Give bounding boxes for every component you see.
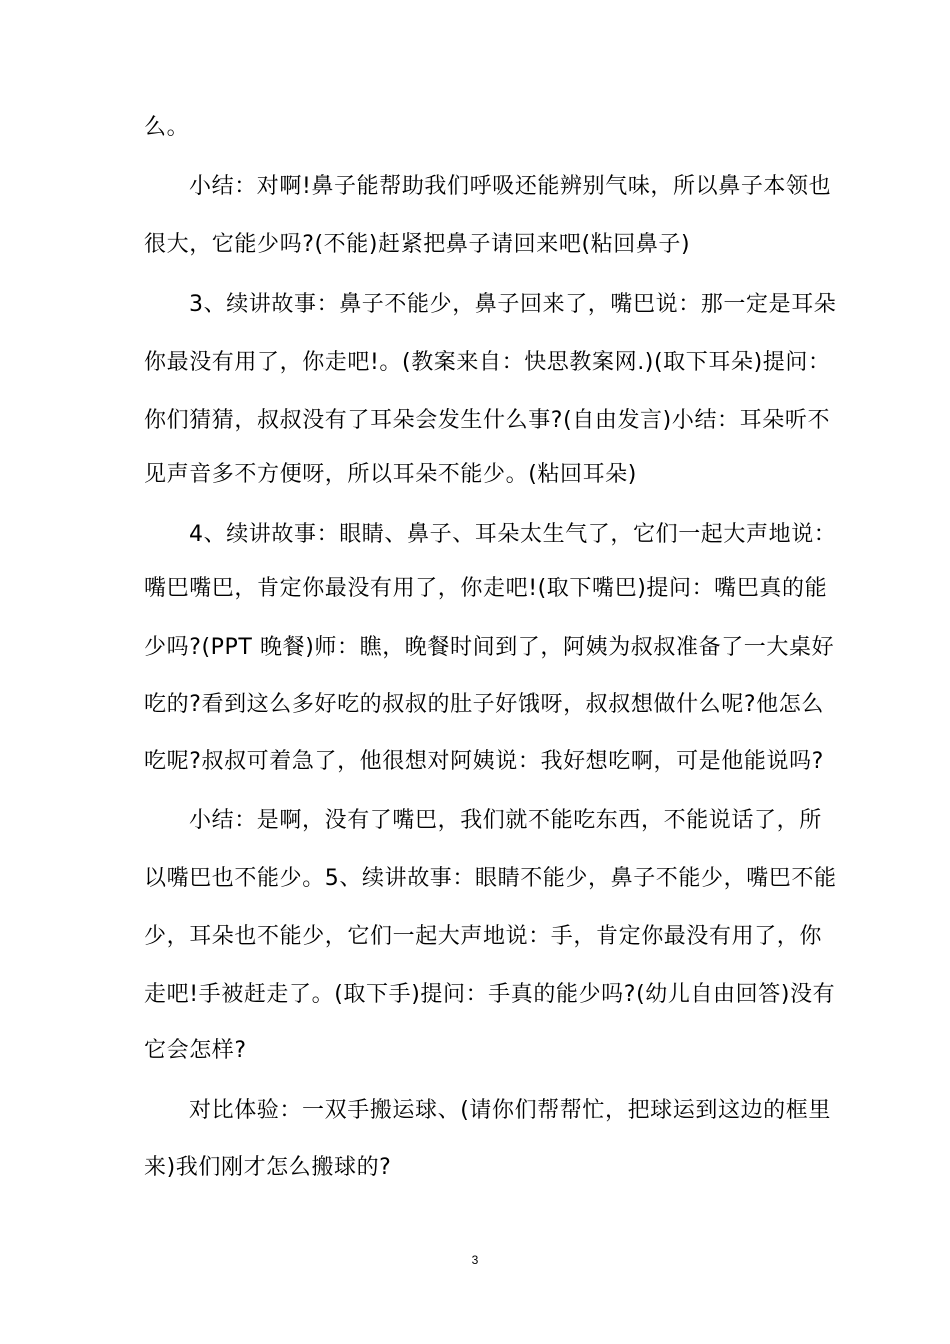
text-line: 吃的?看到这么多好吃的叔叔的肚子好饿呀，叔叔想做什么呢?他怎么 xyxy=(144,692,824,717)
text-line: 你们猜猜，叔叔没有了耳朵会发生什么事?(自由发言)小结：耳朵听不 xyxy=(144,408,831,433)
text-line: 走吧!手被赶走了。(取下手)提问：手真的能少吗?(幼儿自由回答)没有 xyxy=(144,982,836,1007)
text-line: 小结：对啊!鼻子能帮助我们呼吸还能辨别气味，所以鼻子本领也 xyxy=(189,174,832,199)
text-line: 少，耳朵也不能少，它们一起大声地说：手，肯定你最没有用了，你 xyxy=(144,924,823,949)
page-number: 3 xyxy=(471,1253,479,1267)
text-line: 它会怎样? xyxy=(144,1038,247,1063)
text-line: 小结：是啊，没有了嘴巴，我们就不能吃东西，不能说话了，所 xyxy=(189,808,822,833)
text-line: 3、续讲故事：鼻子不能少，鼻子回来了，嘴巴说：那一定是耳朵 xyxy=(189,292,837,317)
text-line: 少吗?(PPT 晚餐)师：瞧，晚餐时间到了，阿姨为叔叔准备了一大桌好 xyxy=(144,635,835,660)
text-line: 你最没有用了，你走吧!。(教案来自：快思教案网.)(取下耳朵)提问： xyxy=(144,350,831,375)
text-line: 见声音多不方便呀，所以耳朵不能少。(粘回耳朵) xyxy=(144,462,637,487)
text-line: 以嘴巴也不能少。5、续讲故事：眼睛不能少，鼻子不能少，嘴巴不能 xyxy=(144,866,837,891)
text-line: 4、续讲故事：眼睛、鼻子、耳朵太生气了，它们一起大声地说： xyxy=(189,522,837,547)
text-line: 么。 xyxy=(144,115,190,140)
text-line: 对比体验：一双手搬运球、(请你们帮帮忙，把球运到这边的框里 xyxy=(189,1098,831,1123)
text-line: 吃呢?叔叔可着急了，他很想对阿姨说：我好想吃啊，可是他能说吗? xyxy=(144,749,824,774)
text-line: 很大，它能少吗?(不能)赶紧把鼻子请回来吧(粘回鼻子) xyxy=(144,232,691,257)
text-line: 来)我们刚才怎么搬球的? xyxy=(144,1155,392,1180)
text-line: 嘴巴嘴巴，肯定你最没有用了，你走吧!(取下嘴巴)提问：嘴巴真的能 xyxy=(144,576,828,601)
